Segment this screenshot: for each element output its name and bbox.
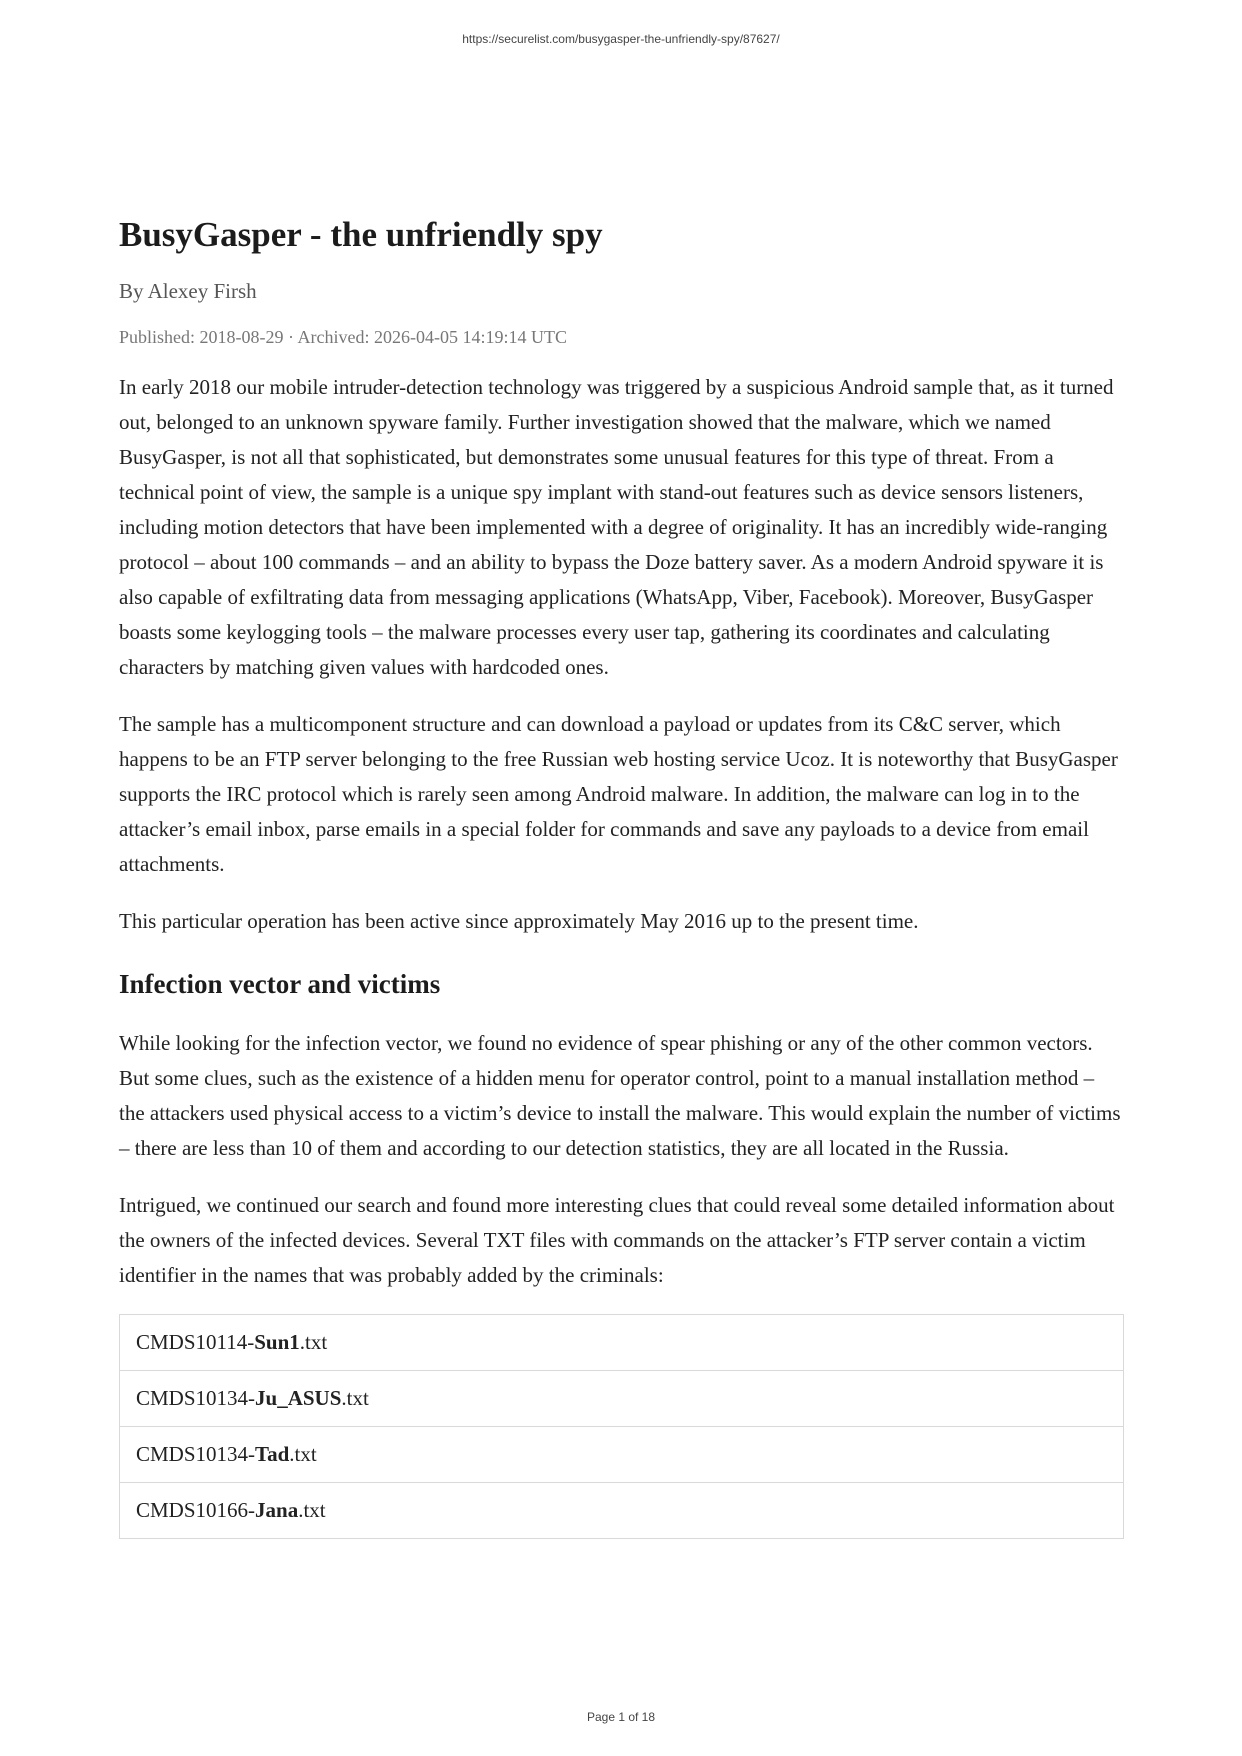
- file-prefix: CMDS10166-: [136, 1498, 256, 1522]
- paragraph-infection-vector: While looking for the infection vector, we found no evidence of spear phishing or any of the other common vectors. But some clues, such as the existence of a hidden menu for operator control, point to a manual installation method – the attackers used physical access to a victim’s device to install the malware. This would explain the number of victims – there are less than 10 of them and according to our detection statistics, they are all located in the Russia.: [119, 1031, 1121, 1160]
- file-extension: .txt: [298, 1498, 326, 1522]
- article-title: BusyGasper - the unfriendly spy: [119, 215, 603, 254]
- file-extension: .txt: [341, 1386, 369, 1410]
- victim-files-table: [119, 1314, 1124, 1539]
- victim-identifier: Tad: [255, 1442, 290, 1466]
- section-heading: Infection vector and victims: [119, 969, 441, 999]
- table-row: [120, 1371, 1124, 1427]
- table-cell: [120, 1483, 1124, 1539]
- paragraph-intro: In early 2018 our mobile intruder-detection technology was triggered by a suspicious Android sample that, as it turned out, belonged to an unknown spyware family. Further investigation showed that the malware, which we named BusyGasper, is not all that sophisticated, but demonstrates some unusual features for this type of threat. From a technical point of view, the sample is a unique spy implant with stand-out features such as device sensors listeners, including motion detectors that have been implemented with a degree of originality. It has an incredibly wide-ranging protocol – about 100 commands – and an ability to bypass the Doze battery saver. As a modern Android spyware it is also capable of exfiltrating data from messaging applications (WhatsApp, Viber, Facebook). Moreover, BusyGasper boasts some keylogging tools – the malware processes every user tap, gathering its coordinates and calculating characters by matching given values with hardcoded ones.: [119, 375, 1114, 679]
- table-row: [120, 1315, 1124, 1371]
- article-meta: Published: 2018-08-29 · Archived: 2026-04-05 14:19:14 UTC: [119, 327, 567, 347]
- table-row: [120, 1427, 1124, 1483]
- table-cell: [120, 1427, 1124, 1483]
- page-number: Page 1 of 18: [586, 1710, 656, 1724]
- source-url[interactable]: https://securelist.com/busygasper-the-unfriendly-spy/87627/: [462, 32, 780, 46]
- table-row: [120, 1483, 1124, 1539]
- victim-identifier: Jana: [255, 1498, 299, 1522]
- table-cell: [120, 1315, 1124, 1371]
- victim-identifier: Ju_ASUS: [255, 1386, 342, 1410]
- file-extension: .txt: [289, 1442, 317, 1466]
- article: [119, 210, 1124, 1539]
- article-byline: By Alexey Firsh: [119, 279, 257, 303]
- paragraph-structure: The sample has a multicomponent structure and can download a payload or updates from its C&C server, which happens to be an FTP server belonging to the free Russian web hosting service Ucoz. It is noteworthy that BusyGasper supports the IRC protocol which is rarely seen among Android malware. In addition, the malware can log in to the attacker’s email inbox, parse emails in a special folder for commands and save any payloads to a device from email attachments.: [119, 712, 1118, 876]
- file-prefix: CMDS10134-: [136, 1442, 256, 1466]
- table-cell: [120, 1371, 1124, 1427]
- file-prefix: CMDS10114-: [136, 1330, 255, 1354]
- file-prefix: CMDS10134-: [136, 1386, 256, 1410]
- paragraph-timeline: This particular operation has been active since approximately May 2016 up to the present time.: [119, 909, 919, 933]
- file-extension: .txt: [299, 1330, 328, 1354]
- paragraph-victim-identifiers: Intrigued, we continued our search and found more interesting clues that could reveal some detailed information about the owners of the infected devices. Several TXT files with commands on the attacker’s FTP server contain a victim identifier in the names that was probably added by the criminals:: [119, 1193, 1115, 1287]
- victim-identifier: Sun1: [254, 1330, 300, 1354]
